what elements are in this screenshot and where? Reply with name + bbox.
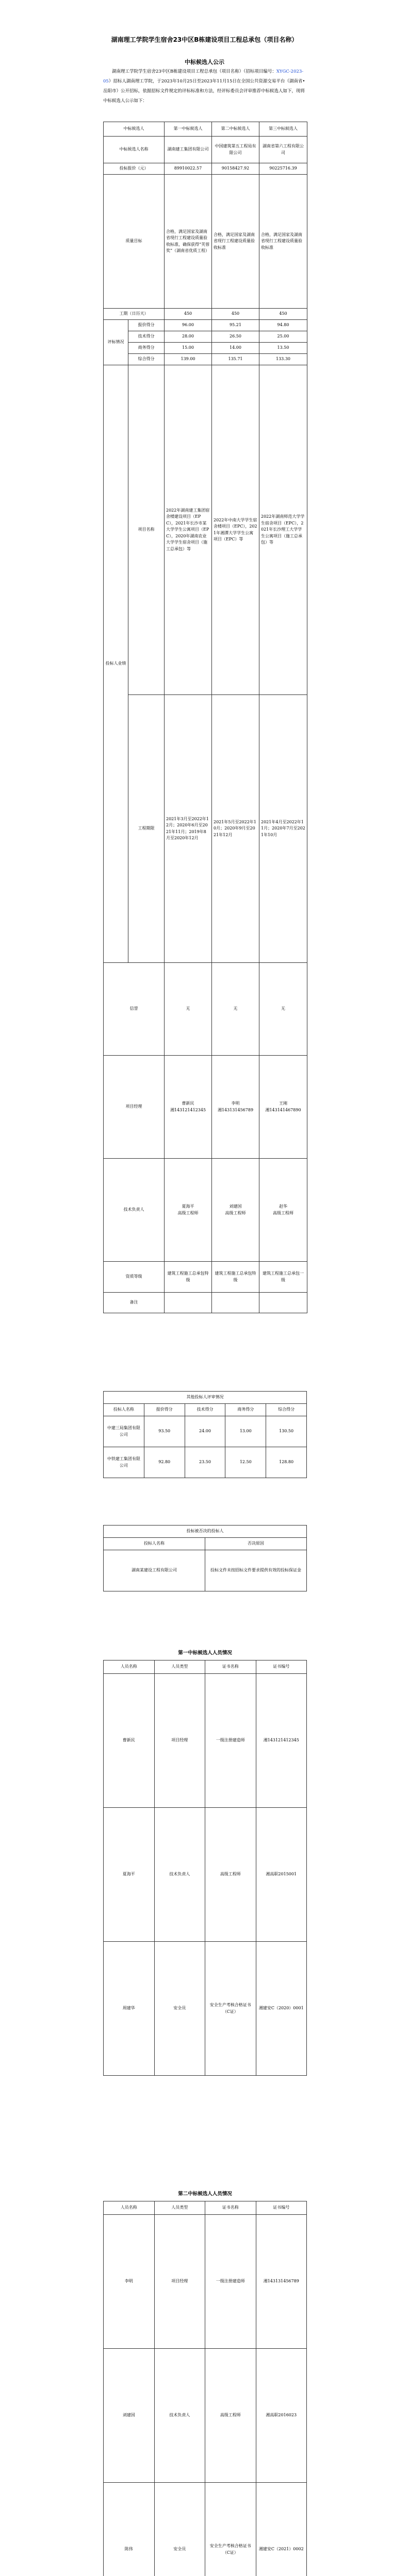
- table-cell: 投标文件未按招标文件要求提供有效的投标保证金: [205, 1550, 307, 1591]
- cand-price: 90158427.92: [212, 163, 259, 175]
- column-header: 投标人名称: [104, 1404, 144, 1416]
- cand-score_biz: 14.00: [212, 343, 259, 354]
- cand-note: [259, 1293, 307, 1313]
- notice-subtitle: 中标候选人公示: [185, 59, 224, 65]
- column-header: 人员类型: [154, 1660, 205, 1674]
- table-row: [104, 343, 307, 354]
- table-cell: 湘高职2016023: [256, 2349, 307, 2483]
- cand-tech: [212, 1159, 259, 1262]
- table-cell: 刘建国: [104, 2349, 155, 2483]
- table-cell: 湖南某建设工程有限公司: [104, 1550, 205, 1591]
- table-cell: 一级注册建造师: [205, 1674, 256, 1808]
- row-label-period: 工期（日历天）: [104, 309, 165, 320]
- table-caption: 其他投标人评审情况: [104, 1392, 307, 1404]
- table-cell: 陈伟: [104, 2483, 155, 2576]
- cand-score_tech: 25.00: [259, 331, 307, 343]
- table-row: [104, 1262, 307, 1293]
- table-column-row: [104, 2201, 307, 2215]
- row-label-score_total: 综合得分: [128, 354, 165, 365]
- tech-certificate: 高级工程师: [177, 1210, 199, 1215]
- tech-name: 夏海平: [182, 1204, 194, 1209]
- table-cell: 技术负责人: [154, 1808, 205, 1942]
- cand-quality: 合格，满足国家及湖南省现行工程建设质量验收标准，确保获得“芙蓉奖”（湖南省优质工程）: [165, 175, 212, 309]
- row-label-perf_proj: 项目名称: [128, 365, 165, 695]
- cand-price: 89910022.57: [165, 163, 212, 175]
- cand-role: 第一中标候选人: [165, 122, 212, 137]
- table-column-row: [104, 1404, 307, 1416]
- cand-perf_proj: 2022年中南大学学生宿舍楼项目（EPC），2021年湘潭大学学生公寓项目（EPC）等: [212, 365, 259, 695]
- table-cell: 13.00: [225, 1416, 266, 1447]
- table-cell: 中建三局集团有限公司: [104, 1416, 144, 1447]
- table-row: [104, 1293, 307, 1313]
- cand-score_tech: 26.50: [212, 331, 259, 343]
- cand-score_total: 133.30: [259, 354, 307, 365]
- table-row: [104, 2215, 307, 2349]
- row-label-role: 中标候选人: [104, 122, 165, 137]
- table-cell: 技术负责人: [154, 2349, 205, 2483]
- intro-text-rest: ）招标人湖南理工学院，于2023年10月25日至2023年11月15日在全国公共资源交易平台（湖南省•岳阳市）公开招标，依据招标文件规定的评标标准和方法，经评标委员会评审推荐中标候选人如下，现将中标候选人公示如下：: [103, 79, 305, 104]
- table-cell: 曹新民: [104, 1674, 155, 1808]
- cand-pm: [165, 1056, 212, 1159]
- cand-qual: 建筑工程施工总承包一级: [259, 1262, 307, 1293]
- cand-role: 第二中标候选人: [212, 122, 259, 137]
- table-column-row: [104, 1538, 307, 1550]
- row-label-pm: 项目经理: [104, 1056, 165, 1159]
- cand-credit: 无: [212, 963, 259, 1056]
- tech-certificate: 高级工程师: [225, 1210, 246, 1215]
- table-cell: 夏海平: [104, 1808, 155, 1942]
- table-row: [104, 354, 307, 365]
- table-cell: 128.80: [266, 1447, 307, 1478]
- table-cell: 湘143121412345: [256, 1674, 307, 1808]
- pm-certificate: 湘143141467890: [265, 1107, 301, 1112]
- cand-score_total: 135.71: [212, 354, 259, 365]
- cand-name: 中国建筑第五工程局有限公司: [212, 137, 259, 163]
- cand-credit: 无: [165, 963, 212, 1056]
- table-row: [104, 963, 307, 1056]
- cand-perf_period: 2021年5月至2022年10月；2020年9月至2021年12月: [212, 695, 259, 963]
- table-cell: 23.50: [185, 1447, 225, 1478]
- table-cell: 130.50: [266, 1416, 307, 1447]
- table-cell: 项目经理: [154, 2215, 205, 2349]
- table-cell: 湘建安C（2020）0001: [256, 1942, 307, 2076]
- cand-qual: 建筑工程施工总承包特级: [165, 1262, 212, 1293]
- cand-name: 湖南省第六工程有限公司: [259, 137, 307, 163]
- table-cell: 12.50: [225, 1447, 266, 1478]
- table-cell: 项目经理: [154, 1674, 205, 1808]
- cand-pm: [259, 1056, 307, 1159]
- table-header-row: [104, 1392, 307, 1404]
- table-row: [104, 163, 307, 175]
- cand-note: [212, 1293, 259, 1313]
- cand-note: [165, 1293, 212, 1313]
- table-cell: 湘建安C（2021）0002: [256, 2483, 307, 2576]
- rejected-bidders-table: [103, 1525, 307, 1591]
- candidates-table: [103, 122, 307, 1313]
- table-cell: 92.80: [144, 1447, 185, 1478]
- table-row: [104, 1674, 307, 1808]
- pm-certificate: 湘143121412345: [170, 1107, 206, 1112]
- score-section-label: 评标情况: [104, 320, 128, 365]
- project-code-link[interactable]: XYGC-2023-05: [103, 69, 304, 84]
- table-row: [104, 1447, 307, 1478]
- cand-score_price: 94.80: [259, 320, 307, 331]
- table-cell: 李明: [104, 2215, 155, 2349]
- cand-score_biz: 13.50: [259, 343, 307, 354]
- table-cell: 安全员: [154, 1942, 205, 2076]
- staff-section-title: 第一中标候选人人员情况: [178, 1650, 232, 1656]
- cand-period: 450: [259, 309, 307, 320]
- row-label-score_tech: 技术得分: [128, 331, 165, 343]
- cand-perf_period: 2021年3月至2022年12月；2020年6月至2021年11月；2019年8月至2020年12月: [165, 695, 212, 963]
- table-row: [104, 175, 307, 309]
- row-label-quality: 质量目标: [104, 175, 165, 309]
- other-bidders-table: [103, 1391, 307, 1478]
- tech-name: 赵华: [279, 1204, 287, 1209]
- table-row: [104, 309, 307, 320]
- table-cell: 24.00: [185, 1416, 225, 1447]
- staff-table: [103, 2201, 307, 2576]
- row-label-name: 中标候选人名称: [104, 137, 165, 163]
- row-label-note: 备注: [104, 1293, 165, 1313]
- cand-period: 450: [165, 309, 212, 320]
- row-label-perf_period: 工程期限: [128, 695, 165, 963]
- table-cell: 一级注册建造师: [205, 2215, 256, 2349]
- table-row: [104, 695, 307, 963]
- cand-tech: [259, 1159, 307, 1262]
- cand-perf_proj: 2022年湖南建工集团宿舍楼建设项目（EPC），2021年长沙市某大学学生公寓项目（EPC），2020年湖南农业大学学生宿舍项目（施工总承包）等: [165, 365, 212, 695]
- table-cell: 周建华: [104, 1942, 155, 2076]
- row-label-tech: 技术负责人: [104, 1159, 165, 1262]
- table-row: [104, 1550, 307, 1591]
- cand-perf_period: 2021年4月至2022年11月；2020年7月至2021年10月: [259, 695, 307, 963]
- cand-score_biz: 15.00: [165, 343, 212, 354]
- table-cell: 93.50: [144, 1416, 185, 1447]
- row-label-score_biz: 商务得分: [128, 343, 165, 354]
- row-label-credit: 信誉: [104, 963, 165, 1056]
- table-row: [104, 2483, 307, 2576]
- cand-qual: 建筑工程施工总承包特级: [212, 1262, 259, 1293]
- column-header: 证书名称: [205, 1660, 256, 1674]
- table-cell: 高级工程师: [205, 2349, 256, 2483]
- perf-section-label: 投标人业绩: [104, 365, 128, 963]
- intro-paragraph: [103, 67, 306, 106]
- cand-tech: [165, 1159, 212, 1262]
- column-header: 证书编号: [256, 1660, 307, 1674]
- intro-text: 湖南理工学院学生宿舍23中区B栋建设项目工程总承包（项目名称）（招标项目编号：: [112, 69, 276, 74]
- cand-pm: [212, 1056, 259, 1159]
- table-cell: 安全生产考核合格证书（C证）: [205, 1942, 256, 2076]
- pm-name: 王刚: [279, 1101, 287, 1106]
- cand-name: 湖南建工集团有限公司: [165, 137, 212, 163]
- table-row: [104, 2349, 307, 2483]
- column-header: 技术得分: [185, 1404, 225, 1416]
- table-column-row: [104, 1660, 307, 1674]
- row-label-price: 投标报价（元）: [104, 163, 165, 175]
- cand-price: 90225716.39: [259, 163, 307, 175]
- cand-score_price: 95.21: [212, 320, 259, 331]
- table-row: [104, 331, 307, 343]
- row-label-qual: 资质等级: [104, 1262, 165, 1293]
- cand-score_price: 96.00: [165, 320, 212, 331]
- staff-section-title: 第二中标候选人人员情况: [178, 2191, 232, 2197]
- cand-score_total: 139.00: [165, 354, 212, 365]
- cand-quality: 合格，满足国家及湖南省现行工程建设质量验收标准: [212, 175, 259, 309]
- table-row: [104, 1159, 307, 1262]
- pm-name: 曹新民: [182, 1101, 194, 1106]
- tech-name: 刘建国: [229, 1204, 242, 1209]
- table-cell: 中铁建工集团有限公司: [104, 1447, 144, 1478]
- pm-name: 李明: [231, 1101, 240, 1106]
- column-header: 人员名称: [104, 2201, 155, 2215]
- column-header: 投标人名称: [104, 1538, 205, 1550]
- column-header: 证书编号: [256, 2201, 307, 2215]
- cand-period: 450: [212, 309, 259, 320]
- column-header: 否决原因: [205, 1538, 307, 1550]
- row-label-score_price: 报价得分: [128, 320, 165, 331]
- table-row: [104, 1808, 307, 1942]
- table-cell: 湘高职2015001: [256, 1808, 307, 1942]
- table-row: [104, 1416, 307, 1447]
- table-cell: 湘143131456789: [256, 2215, 307, 2349]
- column-header: 商务得分: [225, 1404, 266, 1416]
- table-caption: 投标被否决的投标人: [104, 1526, 307, 1538]
- table-cell: 安全员: [154, 2483, 205, 2576]
- table-cell: 高级工程师: [205, 1808, 256, 1942]
- table-row: [104, 122, 307, 137]
- cand-quality: 合格，满足国家及湖南省现行工程建设质量验收标准: [259, 175, 307, 309]
- cand-role: 第三中标候选人: [259, 122, 307, 137]
- column-header: 报价得分: [144, 1404, 185, 1416]
- column-header: 人员名称: [104, 1660, 155, 1674]
- staff-table: [103, 1660, 307, 2076]
- table-row: [104, 1942, 307, 2076]
- cand-perf_proj: 2022年湖南师范大学学生宿舍项目（EPC），2021年长沙理工大学学生公寓项目（施工总承包）等: [259, 365, 307, 695]
- table-cell: 安全生产考核合格证书（C证）: [205, 2483, 256, 2576]
- cand-credit: 无: [259, 963, 307, 1056]
- table-header-row: [104, 1526, 307, 1538]
- column-header: 综合得分: [266, 1404, 307, 1416]
- table-row: [104, 320, 307, 331]
- cand-score_tech: 28.00: [165, 331, 212, 343]
- column-header: 证书名称: [205, 2201, 256, 2215]
- tech-certificate: 高级工程师: [273, 1210, 293, 1215]
- table-row: [104, 1056, 307, 1159]
- column-header: 人员类型: [154, 2201, 205, 2215]
- table-row: [104, 365, 307, 695]
- pm-certificate: 湘143131456789: [217, 1107, 254, 1112]
- notice-title: 湖南理工学院学生宿舍23中区B栋建设项目工程总承包（项目名称）: [111, 36, 298, 43]
- table-row: [104, 137, 307, 163]
